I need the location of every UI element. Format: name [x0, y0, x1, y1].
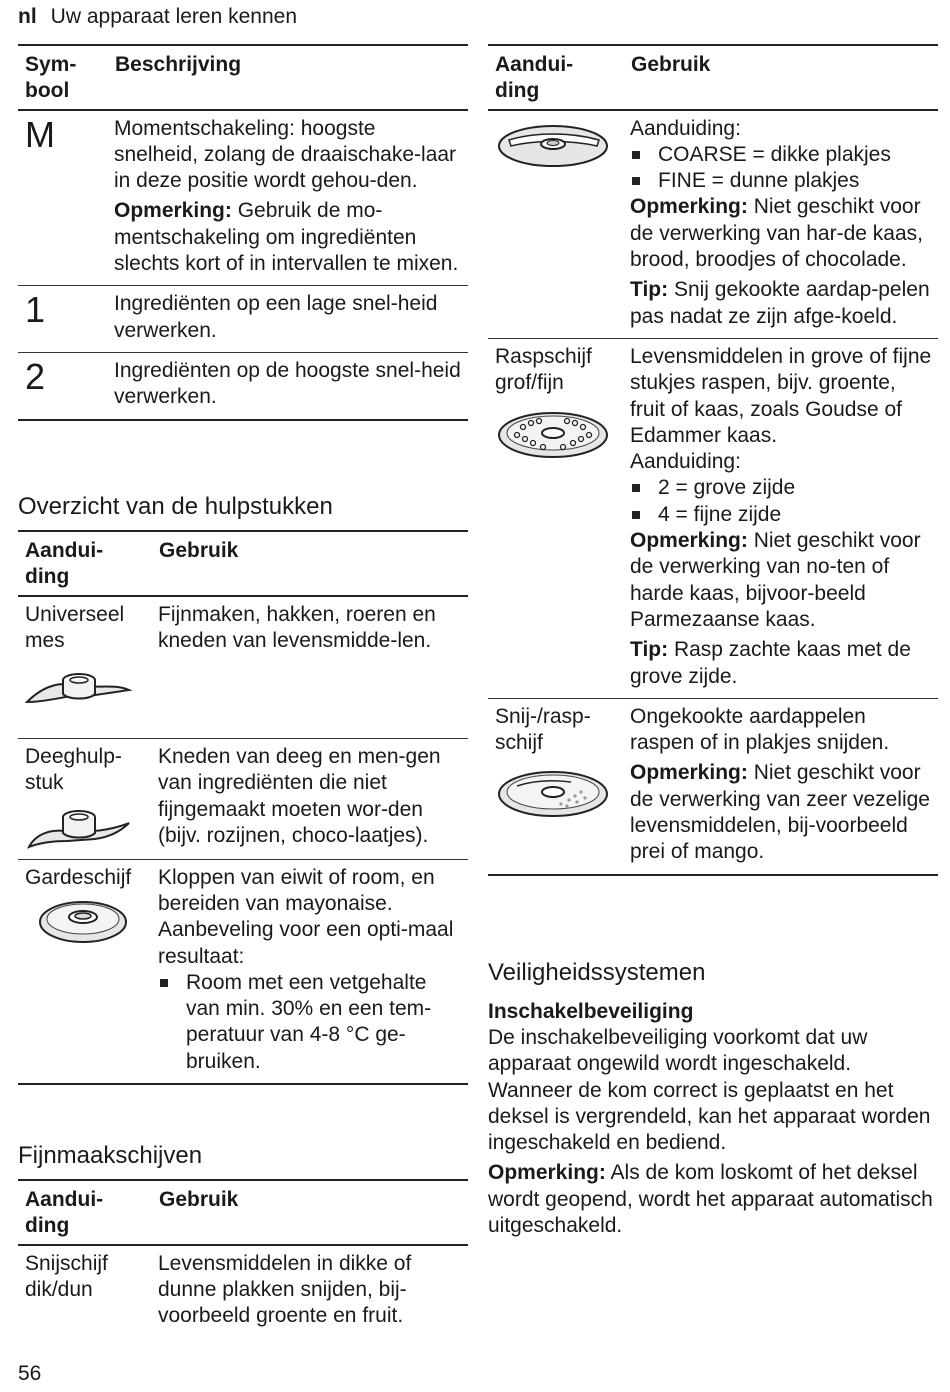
note-text: Opmerking: Niet geschikt voor de verwerking van no-ten of harde kaas, bijvoor-beeld Parmezaanse kaas. — [630, 529, 921, 631]
table-row — [18, 596, 468, 739]
usage-cell: Aanduiding: COARSE = dikke plakjes FINE = dunne plakjes Opmerking: Niet geschikt voor de verwerking van har-de kaas, brood, broodjes of chocolade. Tip: Snij gekookte aardap-pelen pas nadat ze zijn afge-koeld. — [624, 110, 938, 339]
bullet-list — [630, 475, 932, 528]
description-text: Momentschakeling: hoogste snelheid, zolang de draaischake-laar in deze positie wordt gehou-den. — [114, 116, 457, 193]
universal-blade-icon — [25, 664, 133, 710]
designation-column-header: Aandui- ding — [25, 539, 104, 589]
accessories-section — [18, 492, 468, 1085]
right-column — [488, 44, 938, 876]
bullet-list — [158, 970, 462, 1075]
discs-continued-table — [488, 44, 938, 876]
usage-column-header: Gebruik — [159, 1188, 239, 1211]
symbol-table — [18, 44, 468, 421]
discs-table — [18, 1179, 468, 1337]
list-item: 4 = fijne zijde — [630, 502, 932, 528]
list-item: Room met een vetgehalte van min. 30% en een tem-peratuur van 4-8 °C ge-bruiken. — [158, 970, 462, 1075]
section-title: Overzicht van de hulpstukken — [18, 493, 333, 520]
language-code: nl — [18, 5, 37, 28]
list-item: 2 = grove zijde — [630, 475, 932, 501]
whisk-disc-icon — [37, 895, 129, 945]
usage-cell: Levensmiddelen in dikke of dunne plakken snijden, bij-voorbeeld groente en fruit. — [158, 1251, 412, 1328]
body-text: De inschakelbeveiliging voorkomt dat uw apparaat ongewild wordt ingeschakeld. Wanneer de kom correct is geplaatst en het deksel is vergrendeld, kan het apparaat worden ingeschakeld en bediend. — [488, 1026, 931, 1155]
symbol-cell: 1 — [25, 289, 46, 331]
table-row — [488, 338, 938, 698]
usage-cell: Fijnmaken, hakken, roeren en kneden van levensmidde-len. — [158, 602, 436, 652]
designation-column-header: Aandui- ding — [495, 53, 574, 103]
description-cell: Ingrediënten op een lage snel-heid verwerken. — [114, 292, 438, 342]
table-row — [488, 110, 938, 339]
note-text: Opmerking: Niet geschikt voor de verwerking van har-de kaas, brood, broodjes of chocolade. — [630, 195, 923, 272]
designation-cell: Gardeschijf — [18, 859, 152, 1084]
symbol-column-header: Sym- bool — [25, 53, 77, 103]
slicing-grating-disc-icon — [495, 766, 611, 820]
symbol-cell: M — [25, 113, 55, 155]
discs-section — [18, 1141, 468, 1337]
note-text: Opmerking: Niet geschikt voor de verwerking van zeer vezelige levensmiddelen, bij-voorbeeld prei of mango. — [630, 761, 930, 864]
table-row — [18, 110, 468, 286]
safety-section — [488, 958, 940, 1239]
usage-cell: Kneden van deeg en men-gen van ingrediënten die niet fijngemaakt moeten wor-den (bijv. rozijnen, choco-laatjes). — [158, 745, 441, 847]
left-column — [18, 44, 468, 421]
description-column-header: Beschrijving — [115, 53, 242, 76]
symbol-cell: 2 — [25, 355, 46, 397]
list-item: FINE = dunne plakjes — [630, 168, 932, 194]
designation-cell: Raspschijf grof/fijn — [488, 338, 624, 698]
section-title: Veiligheidssystemen — [488, 959, 706, 986]
list-item: COARSE = dikke plakjes — [630, 142, 932, 168]
subsection-title: Inschakelbeveiliging — [488, 1000, 694, 1023]
bullet-list — [630, 142, 932, 195]
usage-cell: Levensmiddelen in grove of fijne stukjes raspen, bijv. groente, fruit of kaas, zoals Goudse of Edammer kaas. Aanduiding: 2 = grove zijde 4 = fijne zijde Opmerking: Niet geschikt voor de verwerking van no-ten of harde kaas, bijvoor-beeld Parmezaanse kaas. Tip: Rasp zachte kaas met de grove zijde. — [624, 338, 938, 698]
designation-cell: Snijschijf dik/dun — [25, 1251, 108, 1301]
table-row — [18, 859, 468, 1084]
usage-column-header: Gebruik — [631, 53, 711, 76]
section-title: Fijnmaakschijven — [18, 1142, 203, 1169]
page-number: 56 — [18, 1362, 42, 1385]
designation-cell: Deeghulp-stuk — [18, 739, 152, 860]
note-text: Opmerking: Als de kom loskomt of het deksel wordt geopend, wordt het apparaat automatisch uitgeschakeld. — [488, 1161, 933, 1238]
usage-cell: Ongekookte aardappelen raspen of in plakjes snijden. Opmerking: Niet geschikt voor de verwerking van zeer vezelige levensmiddelen, bij-voorbeeld prei of mango. — [624, 698, 938, 874]
accessories-table — [18, 530, 468, 1085]
tip-text: Tip: Snij gekookte aardap-pelen pas nadat ze zijn afge-koeld. — [630, 278, 930, 328]
grating-disc-icon — [495, 407, 611, 461]
tip-text: Tip: Rasp zachte kaas met de grove zijde. — [630, 638, 911, 688]
table-row — [18, 352, 468, 419]
description-cell: Ingrediënten op de hoogste snel-heid verwerken. — [114, 358, 461, 409]
designation-cell: Universeel mes — [18, 596, 152, 739]
page-header — [18, 4, 297, 30]
table-row — [488, 698, 938, 874]
designation-cell — [488, 110, 624, 339]
table-row — [18, 286, 468, 353]
table-row — [18, 1245, 468, 1338]
designation-cell: Snij-/rasp-schijf — [488, 698, 624, 874]
slicing-disc-icon — [495, 120, 611, 170]
dough-hook-icon — [25, 807, 133, 851]
usage-cell: Kloppen van eiwit of room, en bereiden van mayonaise. Aanbeveling voor een opti-maal resultaat: Room met een vetgehalte van min. 30% en een tem-peratuur van 4-8 °C ge-bruiken. — [152, 859, 468, 1084]
designation-column-header: Aandui- ding — [25, 1188, 104, 1238]
table-row — [18, 739, 468, 860]
note-text: Opmerking: Gebruik de mo-mentschakeling om ingrediënten slechts kort of in intervallen te mixen. — [114, 199, 459, 276]
usage-column-header: Gebruik — [159, 539, 239, 562]
description-cell — [108, 110, 468, 286]
header-title: Uw apparaat leren kennen — [50, 5, 298, 28]
